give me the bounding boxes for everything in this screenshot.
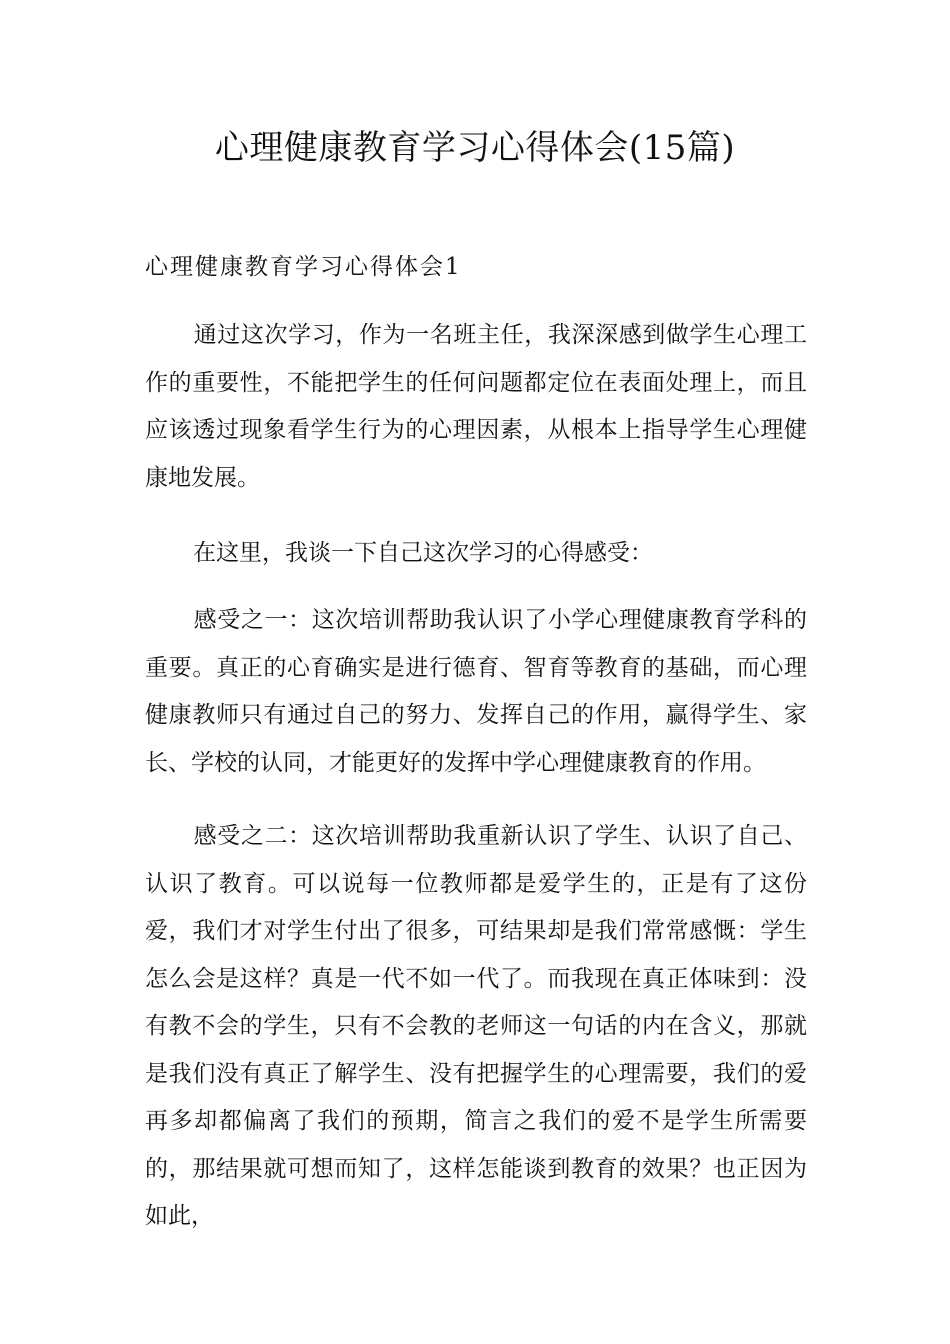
paragraph-1-text: 通过这次学习，作为一名班主任，我深深感到做学生心理工作的重要性，不能把学生的任何问题都定位在表面处理上，而且应该透过现象看学生行为的心理因素，从根本上指导学生心理健康地发展。 bbox=[145, 322, 807, 491]
paragraph-4 bbox=[145, 813, 807, 1241]
paragraph-3-text: 感受之一：这次培训帮助我认识了小学心理健康教育学科的重要。真正的心育确实是进行德育、智育等教育的基础，而心理健康教师只有通过自己的努力、发挥自己的作用，赢得学生、家长、学校的认同，才能更好的发挥中学心理健康教育的作用。 bbox=[145, 607, 807, 776]
paragraph-2-text: 在这里，我谈一下自己这次学习的心得感受： bbox=[193, 540, 653, 566]
document-title: 心理健康教育学习心得体会(15篇) bbox=[214, 128, 736, 168]
paragraph-2 bbox=[145, 530, 807, 578]
paragraph-3 bbox=[145, 597, 807, 787]
paragraph-4-text: 感受之二：这次培训帮助我重新认识了学生、认识了自己、认识了教育。可以说每一位教师都是爱学生的，正是有了这份爱，我们才对学生付出了很多，可结果却是我们常常感慨：学生怎么会是这样？真是一代不如一代了。而我现在真正体味到：没有教不会的学生，只有不会教的老师这一句话的内在含义，那就是我们没有真正了解学生、没有把握学生的心理需要，我们的爱再多却都偏离了我们的预期，简言之我们的爱不是学生所需要的，那结果就可想而知了，这样怎能谈到教育的效果？也正因为如此， bbox=[145, 823, 807, 1229]
paragraph-1 bbox=[145, 312, 807, 502]
section-heading: 心理健康教育学习心得体会1 bbox=[145, 254, 462, 280]
